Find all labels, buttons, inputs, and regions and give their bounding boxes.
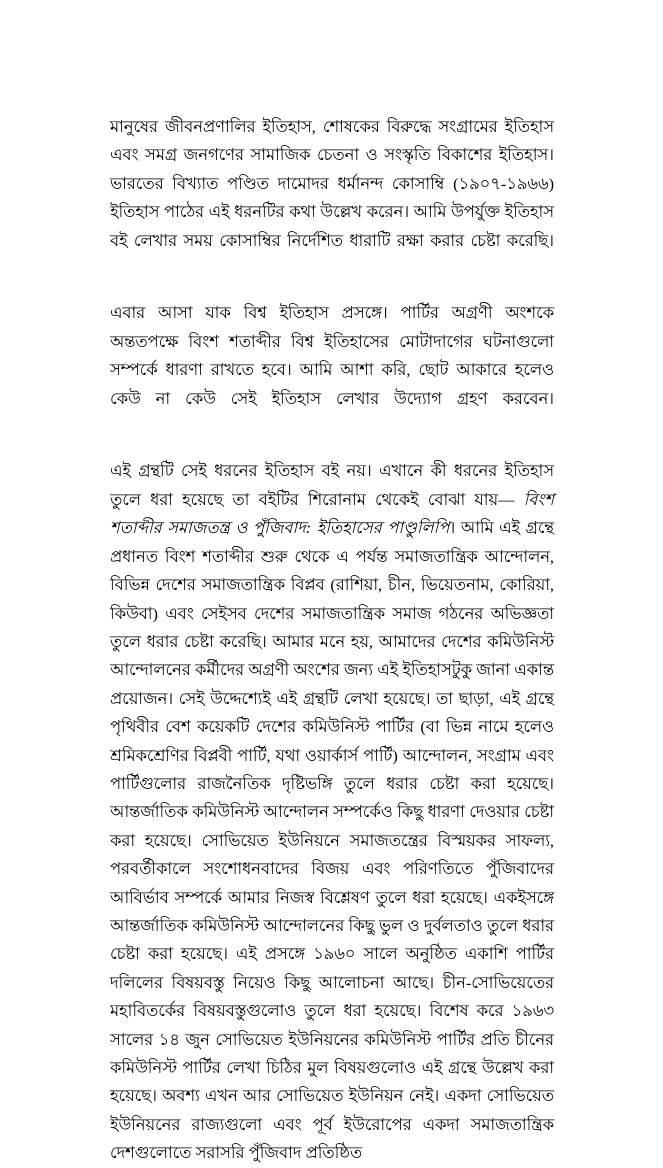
book-title-italic: বিংশ শতাব্দীর সমাজতন্ত্র ও পুঁজিবাদ: ইতিহাসের পাণ্ডুলিপি [110, 489, 554, 538]
paragraph-1: মানুষের জীবনপ্রণালির ইতিহাস, শোষকের বিরুদ্ধে সংগ্রামের ইতিহাস এবং সমগ্র জনগণের সামাজিক চেতনা ও সংস্কৃতি বিকাশের ইতিহাস। ভারতের বিখ্যাত পণ্ডিত দামোদর ধর্মানন্দ কোসাম্বি (১৯০৭-১৯৬৬) ইতিহাস পাঠের এই ধরনটির কথা উল্লেখ করেন। আমি উপর্যুক্ত ইতিহাস বই লেখার সময় কোসাম্বির নির্দেশিত ধারাটি রক্ষা করার চেষ্টা করেছি। [110, 117, 554, 250]
body-text-block [110, 113, 554, 1168]
paragraph-2: এবার আসা যাক বিশ্ব ইতিহাস প্রসঙ্গে। পার্টির অগ্রণী অংশকে অন্ততপক্ষে বিংশ শতাব্দীর বিশ্ব ইতিহাসের মোটাদাগের ঘটনাগুলো সম্পর্কে ধারণা রাখতে হবে। আমি আশা করি, ছোট আকারে হলেও কেউ না কেউ সেই ইতিহাস লেখার উদ্যোগ গ্রহণ করবেন। [110, 303, 554, 408]
paragraph-3-lead-text: এই গ্রন্থটি সেই ধরনের ইতিহাস বই নয়। এখানে কী ধরনের ইতিহাস তুলে ধরা হয়েছে তা বইটির শিরোনাম থেকেই বোঝা যায়— [110, 461, 554, 509]
paragraph-3 [110, 457, 554, 1167]
paragraph-3-trailing-text: । আমি এই গ্রন্থে প্রধানত বিংশ শতাব্দীর শুরু থেকে এ পর্যন্ত সমাজতান্ত্রিক আন্দোলন, বিভিন্ন দেশের সমাজতান্ত্রিক বিপ্লব (রাশিয়া, চীন, ভিয়েতনাম, কোরিয়া, কিউবা) এবং সেইসব দেশের সমাজতান্ত্রিক সমাজ গঠনের অভিজ্ঞতা তুলে ধরার চেষ্টা করেছি। আমার মনে হয়, আমাদের দেশের কমিউনিস্ট আন্দোলনের কর্মীদের অগ্রণী অংশের জন্য এই ইতিহাসটুকু জানা একান্ত প্রয়োজন। সেই উদ্দেশ্যেই এই গ্রন্থটি লেখা হয়েছে। তা ছাড়া, এই গ্রন্থে পৃথিবীর বেশ কয়েকটি দেশের কমিউনিস্ট পার্টির (বা ভিন্ন নামে হলেও শ্রমিকশ্রেণির বিপ্লবী পার্টি, যথা ওয়ার্কার্স পার্টি) আন্দোলন, সংগ্রাম এবং পার্টিগুলোর রাজনৈতিক দৃষ্টিভঙ্গি তুলে ধরার চেষ্টা করা হয়েছে। আন্তর্জাতিক কমিউনিস্ট আন্দোলন সম্পর্কেও কিছু ধারণা দেওয়ার চেষ্টা করা হয়েছে। সোভিয়েত ইউনিয়নে সমাজতন্ত্রের বিস্ময়কর সাফল্য, পরবর্তীকালে সংশোধনবাদের বিজয় এবং পরিণতিতে পুঁজিবাদের আবির্ভাব সম্পর্কে আমার নিজস্ব বিশ্লেষণ তুলে ধরা হয়েছে। একইসঙ্গে আন্তর্জাতিক কমিউনিস্ট আন্দোলনের কিছু ভুল ও দুর্বলতাও তুলে ধরার চেষ্টা করা হয়েছে। এই প্রসঙ্গে ১৯৬০ সালে অনুষ্ঠিত একাশি পার্টির দলিলের বিষয়বস্তু নিয়েও কিছু আলোচনা আছে। চীন-সোভিয়েতের মহাবিতর্কের বিষয়বস্তুগুলোও তুলে ধরা হয়েছে। বিশেষ করে ১৯৬৩ সালের ১৪ জুন সোভিয়েত ইউনিয়নের কমিউনিস্ট পার্টির প্রতি চীনের কমিউনিস্ট পার্টির লেখা চিঠির মুল বিষয়গুলোও এই গ্রন্থে উল্লেখ করা হয়েছে। অবশ্য এখন আর সোভিয়েত ইউনিয়ন নেই। একদা সোভিয়েত ইউনিয়নের রাজ্যগুলো এবং পূর্ব ইউরোপের একদা সমাজতান্ত্রিক দেশগুলোতে সরাসরি পুঁজিবাদ প্রতিষ্ঠিত [110, 518, 554, 1163]
